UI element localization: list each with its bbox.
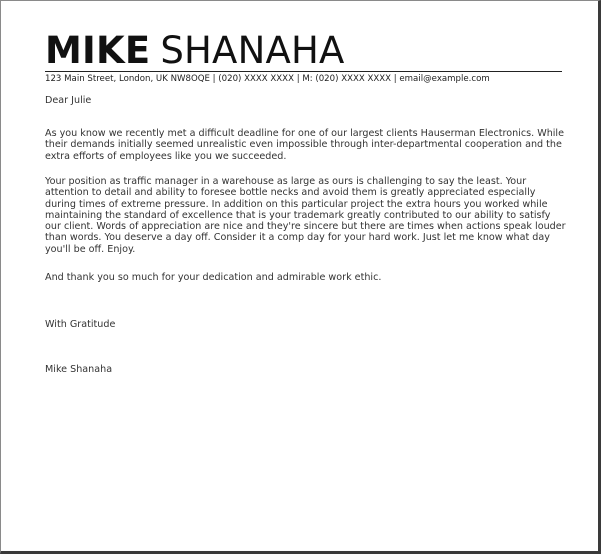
- letterhead-divider: [45, 71, 562, 72]
- letterhead-last-name: SHANAHA: [160, 29, 345, 72]
- letter-closing: With Gratitude: [45, 319, 116, 330]
- letterhead-name: [45, 29, 345, 73]
- letter-paragraph-2: Your position as traffic manager in a warehouse as large as ours is challenging to say the least. Your attention to detail and ability to foresee bottle necks and avoid them is greatly appreciated especially during times of extreme pressure. In addition on this particular project the extra hours you worked while maintaining the standard of excellence that is your trademark greatly contributed to our ability to satisfy our client. Words of appreciation are nice and they're sincere but there are times when actions speak louder than words. You deserve a day off. Consider it a comp day for your hard work. Just let me know what day you'll be off. Enjoy.: [45, 176, 566, 255]
- letter-paragraph-3: And thank you so much for your dedication and admirable work ethic.: [45, 272, 382, 283]
- letterhead-first-name: MIKE: [45, 29, 151, 72]
- letter-paragraph-1: As you know we recently met a difficult deadline for one of our largest clients Hauserman Electronics. While their demands initially seemed unrealistic even impossible through inter-departmental cooperation and the extra efforts of employees like you we succeeded.: [45, 128, 565, 162]
- letter-signature: Mike Shanaha: [45, 364, 113, 375]
- letterhead-contact-line: 123 Main Street, London, UK NW8OQE | (020) XXXX XXXX | M: (020) XXXX XXXX | email@example.com: [45, 74, 490, 84]
- letter-salutation: Dear Julie: [45, 95, 92, 106]
